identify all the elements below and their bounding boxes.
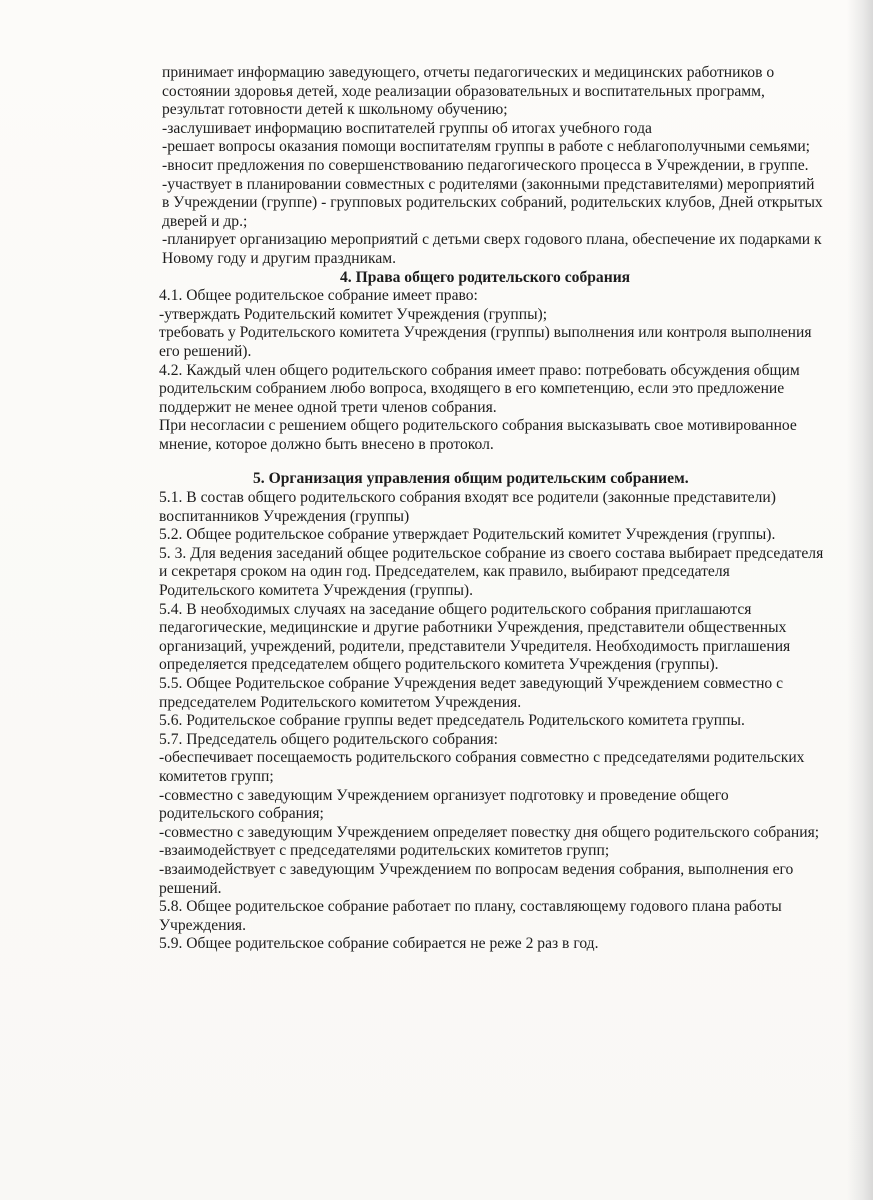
section-5-item: 5.9. Общее родительское собрание собирается не реже 2 раз в год. [159,935,599,953]
section-5-heading: 5. Организация управления общим родительским собранием. [253,470,689,488]
intro-item: -решает вопросы оказания помощи воспитателям группы в работе с неблагополучными семьями; [162,138,810,156]
intro-item: -вносит предложения по совершенствованию педагогического процесса в Учреждении, в группе. [162,156,809,174]
section-4-heading: 4. Права общего родительского собрания [340,268,631,286]
section-5-item: -обеспечивает посещаемость родительского собрания совместно с председателями родительских комитетов групп; [159,749,805,785]
intro-item: -планирует организацию мероприятий с детьми сверх годового плана, обеспечение их подарками к Новому году и другим праздникам. [162,231,822,267]
section-5-item: -совместно с заведующим Учреждением определяет повестку дня общего родительского собрания; [159,823,820,841]
section-5-item: 5.1. В состав общего родительского собрания входят все родители (законные представители) воспитанников Учреждения (группы) [159,489,776,525]
section-5-item: -взаимодействует с заведующим Учреждением по вопросам ведения собрания, выполнения его решений. [159,860,794,897]
section-4-item: 4.1. Общее родительское собрание имеет право: [159,287,478,305]
document-body [145,64,825,954]
section-4-item: 4.2. Каждый член общего родительского собрания имеет право: потребовать обсуждения общим родительским собранием любо вопроса, входящего в его компетенцию, если это предложение поддержит не менее одной трети членов собрания. [159,361,800,416]
section-4-item: -утверждать Родительский комитет Учреждения (группы); [159,305,548,323]
section-5-item: -совместно с заведующим Учреждением организует подготовку и проведение общего родительского собрания; [159,786,729,823]
intro-item: принимает информацию заведующего, отчеты педагогических и медицинских работников о состоянии здоровья детей, ходе реализации образовательных и воспитательных программ, результат готовности детей к школьному обучению; [162,64,775,119]
section-4-item: требовать у Родительского комитета Учреждения (группы) выполнения или контроля выполнения его решений). [159,324,812,360]
section-5-item: 5. 3. Для ведения заседаний общее родительское собрание из своего состава выбирает председателя и секретаря сроком на один год. Председателем, как правило, выбирают председателя Родительского комитета Учреждения (группы). [159,544,824,600]
section-5-item: 5.5. Общее Родительское собрание Учреждения ведет заведующий Учреждением совместно с председателем Родительского комитетом Учреждения. [159,675,784,711]
page-edge-shadow [847,0,873,1200]
section-5-item: 5.2. Общее родительское собрание утверждает Родительский комитет Учреждения (группы). [159,526,776,544]
section-5-item: 5.7. Председатель общего родительского собрания: [159,730,498,748]
section-5-item: -взаимодействует с председателями родительских комитетов групп; [159,842,610,860]
section-4-item: При несогласии с решением общего родительского собрания высказывать свое мотивированное мнение, которое должно быть внесено в протокол. [159,417,797,453]
intro-item: -заслушивает информацию воспитателей группы об итогах учебного года [162,119,652,137]
section-5-item: 5.8. Общее родительское собрание работает по плану, составляющему годового плана работы Учреждения. [159,898,782,934]
section-5-item: 5.6. Родительское собрание группы ведет председатель Родительского комитета группы. [159,712,745,730]
section-5-item: 5.4. В необходимых случаях на заседание общего родительского собрания приглашаются педагогические, медицинские и другие работники Учреждения, представители общественных организаций, учреждений, родители, представители Учредителя. Необходимость приглашения определяется председателем общего родительского комитета Учреждения (группы). [159,600,791,674]
intro-item: -участвует в планировании совместных с родителями (законными представителями) мероприятий в Учреждении (группе) - групповых родительских собраний, родительских клубов, Дней открытых дверей и др.; [162,175,823,230]
